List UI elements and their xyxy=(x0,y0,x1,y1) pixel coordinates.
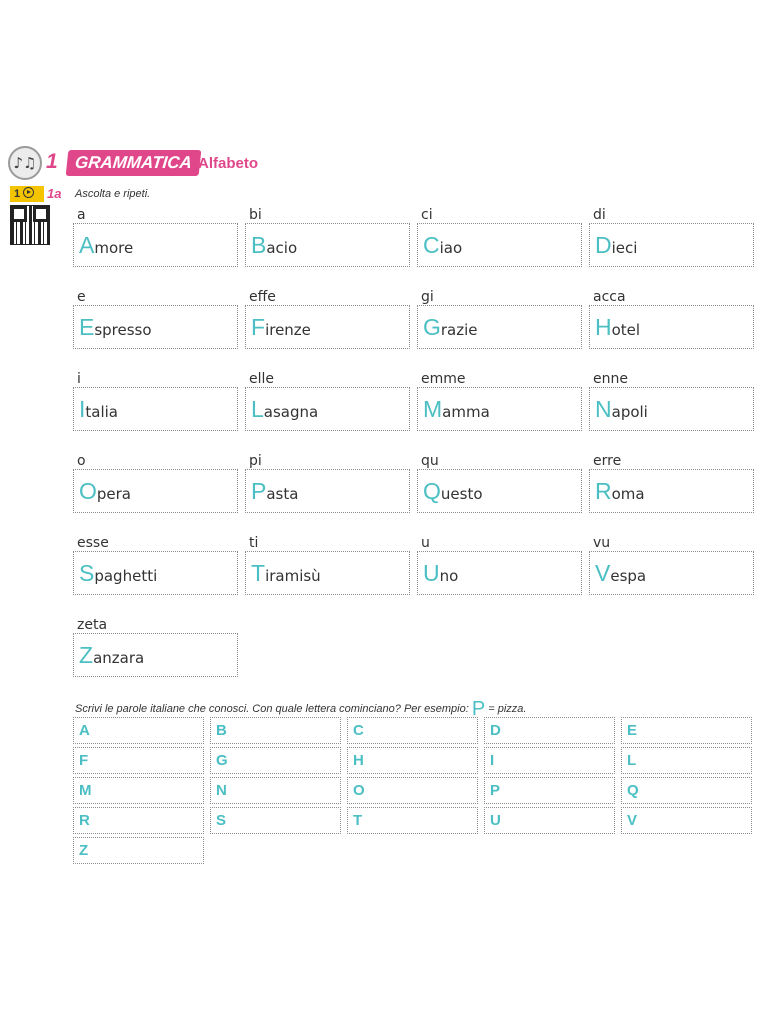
letter-write-cell[interactable] xyxy=(210,747,341,774)
word-box xyxy=(245,469,410,513)
word-initial: H xyxy=(595,314,612,340)
letter-write-cell[interactable] xyxy=(73,747,204,774)
word-initial: S xyxy=(79,560,95,586)
letter-write-cell[interactable] xyxy=(621,807,752,834)
grid-letter: D xyxy=(490,722,501,739)
grid-letter: O xyxy=(353,782,365,799)
word-initial: Q xyxy=(423,478,441,504)
letter-name: pi xyxy=(249,453,262,469)
letter-name: qu xyxy=(421,453,439,469)
word-box xyxy=(589,305,754,349)
letter-write-cell[interactable] xyxy=(73,777,204,804)
grid-letter: M xyxy=(79,782,92,799)
word-initial: N xyxy=(595,396,612,422)
grid-letter: N xyxy=(216,782,227,799)
word-rest: paghetti xyxy=(94,567,158,585)
letter-name: gi xyxy=(421,289,434,305)
word-box xyxy=(245,223,410,267)
word-rest: more xyxy=(94,239,134,257)
grid-letter: G xyxy=(216,752,228,769)
letter-name: a xyxy=(77,207,86,223)
letter-write-cell[interactable] xyxy=(347,747,478,774)
grid-letter: A xyxy=(79,722,90,739)
word-rest: anzara xyxy=(93,649,145,667)
letter-name: ci xyxy=(421,207,433,223)
exercise-instruction: Ascolta e ripeti. xyxy=(75,188,151,200)
word-initial: L xyxy=(251,396,264,422)
task-text-before: Scrivi le parole italiane che conosci. Con quale lettera cominciano? Per esempio: xyxy=(75,703,469,715)
word-rest: asagna xyxy=(263,403,319,421)
letter-write-cell[interactable] xyxy=(347,777,478,804)
letter-name: emme xyxy=(421,371,466,387)
audio-track-label[interactable] xyxy=(10,186,44,202)
section-title: Alfabeto xyxy=(198,155,258,172)
word-box xyxy=(589,551,754,595)
letter-write-cell[interactable] xyxy=(621,717,752,744)
word-initial: M xyxy=(423,396,443,422)
letter-write-cell[interactable] xyxy=(73,807,204,834)
letter-write-cell[interactable] xyxy=(347,717,478,744)
word-box xyxy=(73,469,238,513)
word-box xyxy=(417,469,582,513)
word-initial: T xyxy=(251,560,266,586)
word-initial: R xyxy=(595,478,612,504)
word-rest: asta xyxy=(266,485,299,503)
letter-name: acca xyxy=(593,289,626,305)
word-rest: spresso xyxy=(94,321,152,339)
letter-name: ti xyxy=(249,535,259,551)
example-letter: P xyxy=(471,698,486,720)
grid-letter: Q xyxy=(627,782,639,799)
letter-write-cell[interactable] xyxy=(484,777,615,804)
track-number: 1 xyxy=(14,188,21,200)
grid-letter: E xyxy=(627,722,638,739)
word-rest: iramisù xyxy=(265,567,321,585)
word-initial: Z xyxy=(79,642,94,668)
sub-exercise-number: 1a xyxy=(47,186,62,201)
letter-name: zeta xyxy=(77,617,108,633)
grid-letter: B xyxy=(216,722,227,739)
word-rest: otel xyxy=(611,321,641,339)
word-rest: uesto xyxy=(440,485,483,503)
word-box xyxy=(245,387,410,431)
grid-letter: P xyxy=(490,782,501,799)
word-rest: razie xyxy=(440,321,478,339)
grid-letter: I xyxy=(490,752,495,769)
grid-letter: C xyxy=(353,722,364,739)
section-badge: GRAMMATICA xyxy=(66,150,202,176)
word-rest: espa xyxy=(610,567,647,585)
word-initial: P xyxy=(251,478,267,504)
letter-name: o xyxy=(77,453,86,469)
grid-letter: Z xyxy=(79,842,89,859)
word-box xyxy=(73,305,238,349)
word-initial: C xyxy=(423,232,440,258)
letter-name: erre xyxy=(593,453,622,469)
letter-name: e xyxy=(77,289,86,305)
word-box xyxy=(73,223,238,267)
word-rest: irenze xyxy=(265,321,311,339)
word-box xyxy=(73,633,238,677)
letter-write-cell[interactable] xyxy=(73,837,204,864)
letter-name: vu xyxy=(593,535,611,551)
word-box xyxy=(73,387,238,431)
play-icon[interactable] xyxy=(23,187,34,198)
word-box xyxy=(417,387,582,431)
letter-name: di xyxy=(593,207,606,223)
letter-name: esse xyxy=(77,535,109,551)
word-initial: O xyxy=(79,478,97,504)
letter-name: u xyxy=(421,535,430,551)
word-rest: iao xyxy=(439,239,463,257)
letter-write-cell[interactable] xyxy=(210,717,341,744)
word-rest: pera xyxy=(96,485,131,503)
letter-write-cell[interactable] xyxy=(484,717,615,744)
qr-code-icon[interactable] xyxy=(11,206,49,244)
word-box xyxy=(245,305,410,349)
letter-write-cell[interactable] xyxy=(210,777,341,804)
word-box xyxy=(589,469,754,513)
letter-write-cell[interactable] xyxy=(484,807,615,834)
grid-letter: R xyxy=(79,812,90,829)
grid-letter: S xyxy=(216,812,227,829)
word-box xyxy=(417,305,582,349)
letter-write-cell[interactable] xyxy=(73,717,204,744)
word-rest: amma xyxy=(442,403,490,421)
word-initial: V xyxy=(595,560,611,586)
grid-letter: V xyxy=(627,812,638,829)
letter-write-cell[interactable] xyxy=(210,807,341,834)
word-initial: A xyxy=(79,232,95,258)
word-rest: no xyxy=(439,567,459,585)
word-box xyxy=(73,551,238,595)
word-box xyxy=(589,223,754,267)
word-initial: G xyxy=(423,314,441,340)
letter-name: elle xyxy=(249,371,275,387)
word-initial: D xyxy=(595,232,612,258)
word-rest: talia xyxy=(85,403,118,421)
word-initial: U xyxy=(423,560,440,586)
word-box xyxy=(417,551,582,595)
letter-write-cell[interactable] xyxy=(621,747,752,774)
grid-letter: T xyxy=(353,812,363,829)
word-rest: ieci xyxy=(611,239,638,257)
word-rest: acio xyxy=(266,239,298,257)
letter-name: i xyxy=(77,371,81,387)
word-initial: B xyxy=(251,232,267,258)
task-text-after: = pizza. xyxy=(488,703,527,715)
audio-icon[interactable]: ♪♫ xyxy=(8,146,42,180)
letter-write-cell[interactable] xyxy=(621,777,752,804)
grid-letter: F xyxy=(79,752,89,769)
word-box xyxy=(589,387,754,431)
letter-write-cell[interactable] xyxy=(347,807,478,834)
word-initial: I xyxy=(79,396,86,422)
letter-write-cell[interactable] xyxy=(484,747,615,774)
exercise-number: 1 xyxy=(46,150,58,173)
word-rest: oma xyxy=(611,485,645,503)
word-box xyxy=(417,223,582,267)
word-initial: F xyxy=(251,314,266,340)
word-initial: E xyxy=(79,314,95,340)
letter-name: enne xyxy=(593,371,628,387)
grid-letter: U xyxy=(490,812,501,829)
grid-letter: L xyxy=(627,752,637,769)
word-rest: apoli xyxy=(611,403,648,421)
letter-name: effe xyxy=(249,289,276,305)
grid-letter: H xyxy=(353,752,364,769)
letter-name: bi xyxy=(249,207,262,223)
word-box xyxy=(245,551,410,595)
